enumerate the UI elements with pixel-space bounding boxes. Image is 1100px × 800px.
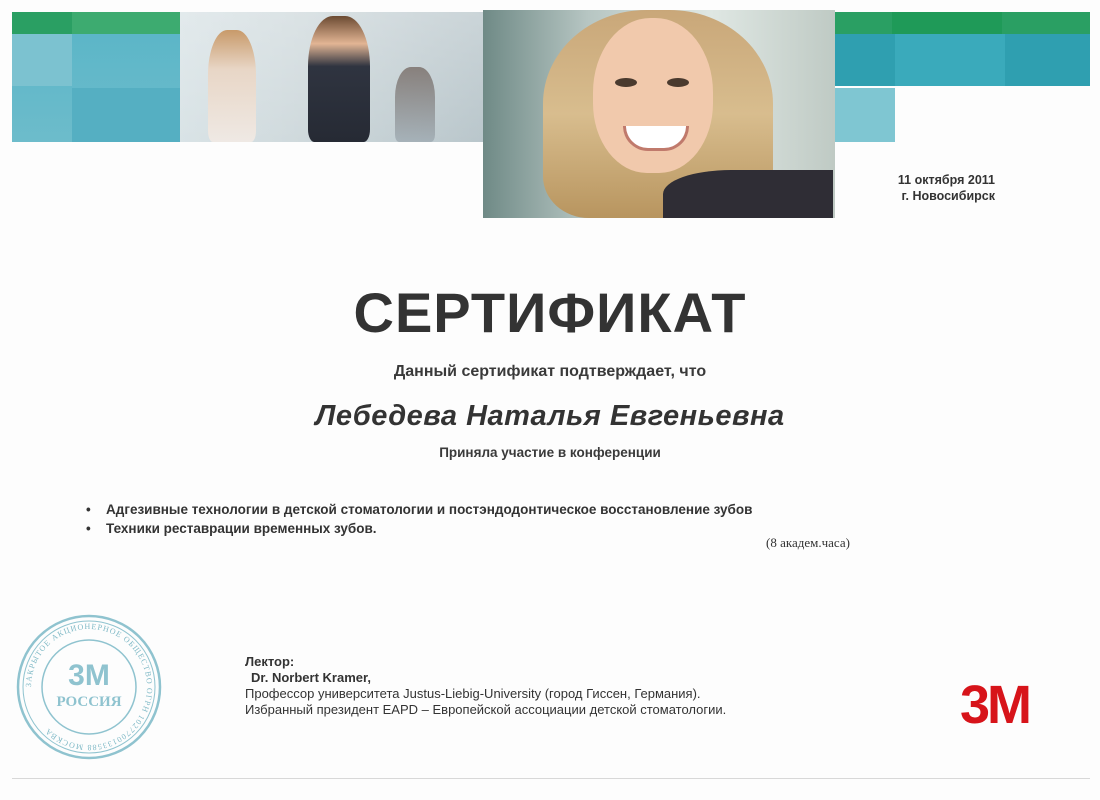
banner-photo-colleagues: [180, 12, 485, 142]
issue-date: 11 октября 2011: [897, 173, 995, 187]
stamp-country-text: РОССИЯ: [56, 694, 122, 710]
brand-logo-3m: 3M: [960, 675, 1030, 735]
topic-list: [86, 500, 752, 538]
company-seal-stamp: [15, 613, 163, 761]
certificate-subtitle: Данный сертификат подтверждает, что: [393, 363, 707, 380]
stamp-logo-text: 3М: [68, 659, 110, 692]
recipient-name: Лебедева Наталья Евгеньевна: [315, 400, 785, 432]
lecturer-position: Профессор университета Justus-Liebig-University (город Гиссен, Германия).: [245, 686, 701, 701]
stamp-ring-text: ЗАКРЫТОЕ АКЦИОНЕРНОЕ ОБЩЕСТВО ОГРН 1027700133588 МОСКВА: [23, 621, 155, 753]
lecturer-position: Избранный президент EAPD – Европейской ассоциации детской стоматологии.: [245, 702, 727, 717]
academic-hours: (8 академ.часа): [766, 535, 850, 550]
topic-item: • Техники реставрации временных зубов.: [86, 519, 752, 538]
participation-statement: Приняла участие в конференции: [439, 445, 661, 460]
lecturer-block: [245, 654, 726, 718]
issue-city: г. Новосибирск: [901, 189, 995, 203]
lecturer-name: Dr. Norbert Kramer,: [251, 670, 371, 685]
topic-item: • Адгезивные технологии в детской стоматологии и постэндодонтическое восстановление зубов: [86, 500, 752, 519]
issue-date-block: [840, 172, 995, 204]
bottom-divider: [12, 778, 1090, 779]
lecturer-label: Лектор:: [245, 654, 295, 669]
certificate-title: СЕРТИФИКАТ: [353, 281, 747, 344]
banner-photo-smiling-woman: [483, 10, 835, 218]
